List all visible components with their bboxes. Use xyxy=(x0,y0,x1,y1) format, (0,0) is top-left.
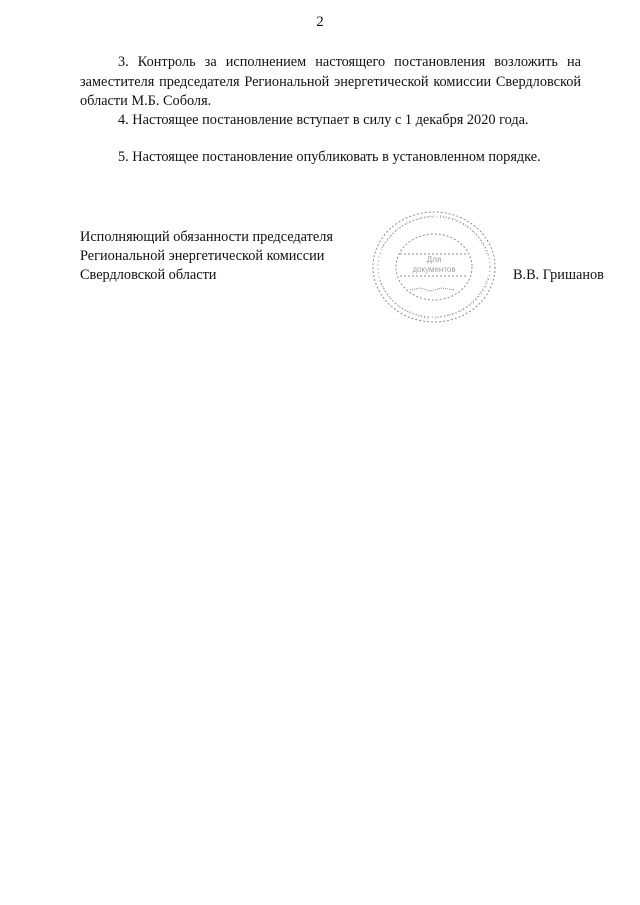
signatory-title-line-2: Региональной энергетической комиссии xyxy=(80,248,325,264)
official-stamp xyxy=(370,208,498,326)
paragraph-3-text: 3. Контроль за исполнением настоящего постановления возложить на заместителя председателя Региональной энергетической комиссии Свердловской области М.Б. Соболя. xyxy=(80,54,581,109)
paragraph-4 xyxy=(80,111,581,131)
paragraph-5-text: 5. Настоящее постановление опубликовать в установленном порядке. xyxy=(118,149,541,165)
stamp-text-line-1: Для xyxy=(426,255,442,264)
page-number: 2 xyxy=(316,14,324,30)
paragraph-3 xyxy=(80,53,581,112)
signer-name: В.В. Гришанов xyxy=(513,267,604,283)
signatory-title-line-1: Исполняющий обязанности председателя xyxy=(80,229,333,245)
signatory-title xyxy=(80,228,380,285)
signatory-title-line-3: Свердловской области xyxy=(80,267,217,283)
stamp-text-line-2: документов xyxy=(412,265,456,274)
stamp-seal-graphic xyxy=(370,208,498,326)
paragraph-4-text: 4. Настоящее постановление вступает в силу с 1 декабря 2020 года. xyxy=(118,112,529,128)
paragraph-5 xyxy=(80,148,581,168)
